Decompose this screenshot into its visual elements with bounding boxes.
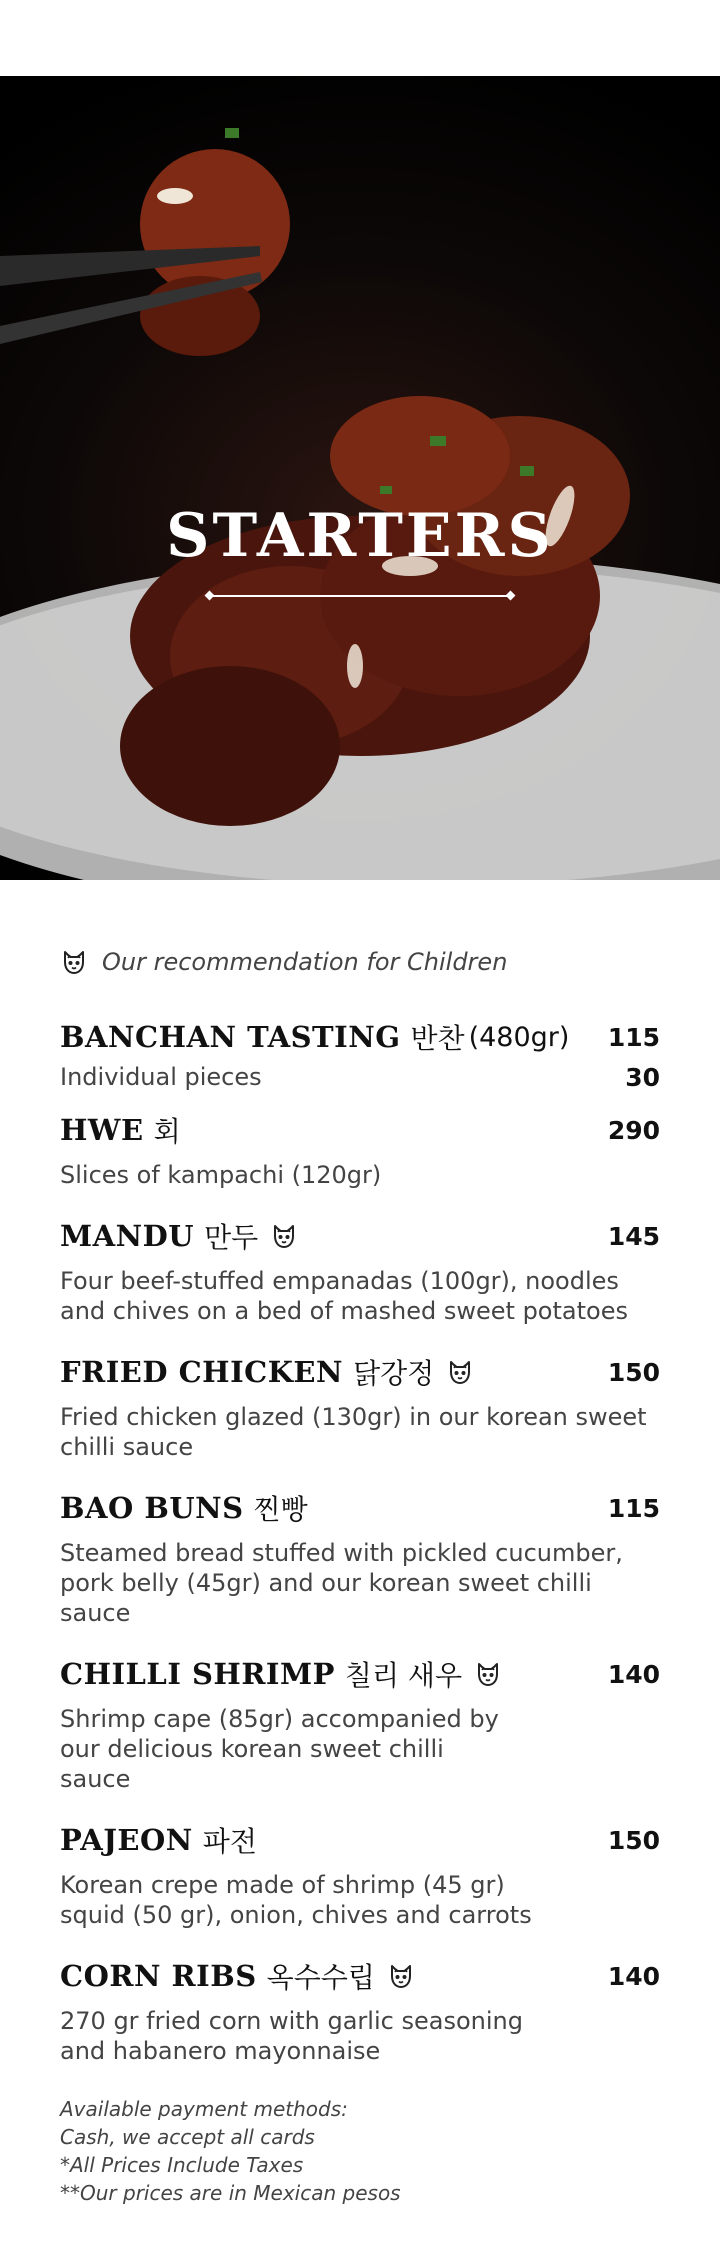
item-description: Four beef-stuffed empanadas (100gr), noodles and chives on a bed of mashed sweet potatoes	[60, 1267, 628, 1325]
item-korean-name: 옥수수립	[266, 1961, 375, 1994]
title-divider	[210, 595, 510, 597]
item-name: CHILLI SHRIMP	[60, 1657, 335, 1691]
menu-item	[60, 1110, 660, 1190]
item-description: Shrimp cape (85gr) accompanied by our delicious korean sweet chilli sauce	[60, 1705, 499, 1793]
menu-item	[60, 1352, 660, 1462]
menu-item	[60, 1017, 660, 1092]
item-korean-name: 만두	[204, 1221, 259, 1254]
kid-cat-icon	[387, 1962, 415, 1990]
kid-cat-icon	[60, 948, 88, 976]
footer-line: *All Prices Include Taxes	[60, 2153, 304, 2177]
item-korean-name: 찐빵	[253, 1493, 308, 1526]
page-title: STARTERS	[166, 501, 554, 571]
item-name: HWE	[60, 1113, 144, 1147]
footer-line: Cash, we accept all cards	[60, 2125, 315, 2149]
item-sub-label: Individual pieces	[60, 1063, 262, 1091]
item-korean-name: 회	[153, 1115, 181, 1148]
menu-list	[60, 1017, 660, 2092]
menu-item	[60, 1488, 660, 1628]
item-korean-name: 칠리 새우	[344, 1659, 462, 1692]
footer-line: Available payment methods:	[60, 2097, 348, 2121]
item-description: Slices of kampachi (120gr)	[60, 1161, 382, 1189]
item-name: MANDU	[60, 1219, 195, 1253]
kids-legend	[60, 948, 507, 976]
item-price: 290	[607, 1115, 660, 1145]
item-description: Steamed bread stuffed with pickled cucumber, pork belly (45gr) and our korean sweet chilli sauce	[60, 1539, 623, 1627]
menu-item	[60, 1216, 660, 1326]
item-price: 140	[607, 1961, 660, 1991]
item-name: FRIED CHICKEN	[60, 1355, 344, 1389]
menu-item	[60, 1956, 660, 2066]
item-price: 140	[607, 1659, 660, 1689]
item-korean-name: 파전	[202, 1825, 257, 1858]
item-price: 115	[607, 1493, 660, 1523]
item-weight: (480gr)	[468, 1021, 570, 1053]
item-price: 145	[607, 1221, 660, 1251]
item-name: BAO BUNS	[60, 1491, 244, 1525]
legend-text: Our recommendation for Children	[102, 948, 508, 976]
item-description: Fried chicken glazed (130gr) in our korean sweet chilli sauce	[60, 1403, 647, 1461]
item-korean-name: 반찬	[410, 1022, 465, 1055]
item-price: 150	[607, 1357, 660, 1387]
food-photo	[0, 76, 720, 880]
item-name: BANCHAN TASTING	[60, 1020, 401, 1054]
item-price: 150	[607, 1825, 660, 1855]
kid-cat-icon	[270, 1222, 298, 1250]
footer-line: **Our prices are in Mexican pesos	[60, 2181, 401, 2205]
menu-item	[60, 1654, 660, 1794]
item-name: PAJEON	[60, 1823, 193, 1857]
item-sub-price: 30	[625, 1063, 660, 1092]
kid-cat-icon	[474, 1660, 502, 1688]
item-korean-name: 닭강정	[353, 1357, 435, 1390]
item-description: 270 gr fried corn with garlic seasoning and habanero mayonnaise	[60, 2007, 523, 2065]
item-price: 115	[607, 1022, 660, 1052]
item-description: Korean crepe made of shrimp (45 gr) squid (50 gr), onion, chives and carrots	[60, 1871, 532, 1929]
menu-item	[60, 1820, 660, 1930]
hero-banner	[0, 76, 720, 880]
item-name: CORN RIBS	[60, 1959, 257, 1993]
payment-footer	[60, 2095, 401, 2207]
kid-cat-icon	[446, 1358, 474, 1386]
